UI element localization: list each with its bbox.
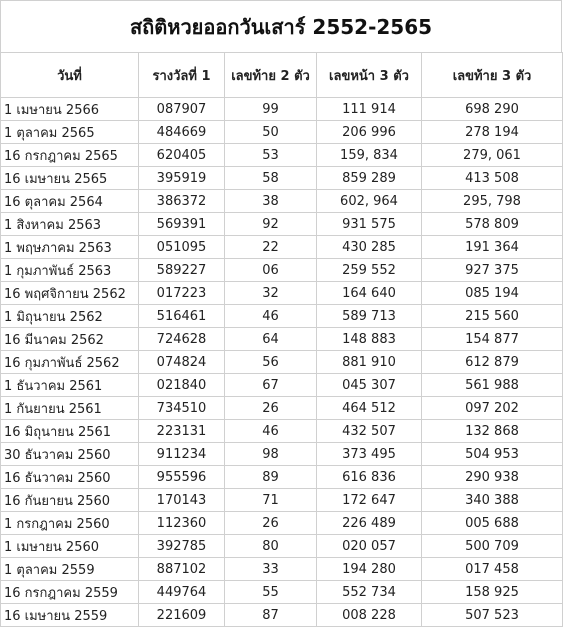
last-3-digits-cell: 507 523	[422, 604, 563, 627]
table-row	[1, 236, 563, 259]
date-cell: 1 ตุลาคม 2565	[1, 121, 139, 144]
first-prize-cell: 569391	[139, 213, 225, 236]
first-prize-cell: 395919	[139, 167, 225, 190]
front-3-digits-cell: 552 734	[317, 581, 422, 604]
last-2-digits-cell: 92	[225, 213, 317, 236]
front-3-digits-cell: 045 307	[317, 374, 422, 397]
date-cell: 1 มิถุนายน 2562	[1, 305, 139, 328]
last-2-digits-cell: 80	[225, 535, 317, 558]
last-3-digits-cell: 132 868	[422, 420, 563, 443]
table-body	[1, 98, 563, 627]
last-2-digits-cell: 46	[225, 305, 317, 328]
table-row	[1, 489, 563, 512]
first-prize-cell: 386372	[139, 190, 225, 213]
front-3-digits-cell: 148 883	[317, 328, 422, 351]
last-3-digits-cell: 500 709	[422, 535, 563, 558]
front-3-digits-cell: 430 285	[317, 236, 422, 259]
date-cell: 1 เมษายน 2566	[1, 98, 139, 121]
front-3-digits-cell: 881 910	[317, 351, 422, 374]
last-3-digits-cell: 340 388	[422, 489, 563, 512]
first-prize-cell: 955596	[139, 466, 225, 489]
last-3-digits-cell: 561 988	[422, 374, 563, 397]
front-3-digits-cell: 206 996	[317, 121, 422, 144]
date-cell: 1 ตุลาคม 2559	[1, 558, 139, 581]
header-front-3-digits: เลขหน้า 3 ตัว	[317, 53, 422, 98]
first-prize-cell: 017223	[139, 282, 225, 305]
table-row	[1, 121, 563, 144]
table-row	[1, 581, 563, 604]
table-row	[1, 466, 563, 489]
date-cell: 16 กุมภาพันธ์ 2562	[1, 351, 139, 374]
front-3-digits-cell: 226 489	[317, 512, 422, 535]
last-3-digits-cell: 504 953	[422, 443, 563, 466]
date-cell: 16 เมษายน 2559	[1, 604, 139, 627]
last-2-digits-cell: 26	[225, 397, 317, 420]
first-prize-cell: 589227	[139, 259, 225, 282]
last-2-digits-cell: 26	[225, 512, 317, 535]
last-2-digits-cell: 71	[225, 489, 317, 512]
table-row	[1, 213, 563, 236]
front-3-digits-cell: 602, 964	[317, 190, 422, 213]
first-prize-cell: 074824	[139, 351, 225, 374]
first-prize-cell: 021840	[139, 374, 225, 397]
front-3-digits-cell: 589 713	[317, 305, 422, 328]
last-2-digits-cell: 64	[225, 328, 317, 351]
date-cell: 16 กันยายน 2560	[1, 489, 139, 512]
table-row	[1, 443, 563, 466]
date-cell: 16 มีนาคม 2562	[1, 328, 139, 351]
last-3-digits-cell: 085 194	[422, 282, 563, 305]
last-3-digits-cell: 215 560	[422, 305, 563, 328]
front-3-digits-cell: 259 552	[317, 259, 422, 282]
first-prize-cell: 911234	[139, 443, 225, 466]
table-row	[1, 259, 563, 282]
date-cell: 1 สิงหาคม 2563	[1, 213, 139, 236]
last-3-digits-cell: 017 458	[422, 558, 563, 581]
first-prize-cell: 724628	[139, 328, 225, 351]
front-3-digits-cell: 111 914	[317, 98, 422, 121]
date-cell: 16 ตุลาคม 2564	[1, 190, 139, 213]
date-cell: 16 กรกฎาคม 2559	[1, 581, 139, 604]
last-2-digits-cell: 50	[225, 121, 317, 144]
front-3-digits-cell: 008 228	[317, 604, 422, 627]
date-cell: 30 ธันวาคม 2560	[1, 443, 139, 466]
header-date: วันที่	[1, 53, 139, 98]
last-2-digits-cell: 58	[225, 167, 317, 190]
last-3-digits-cell: 290 938	[422, 466, 563, 489]
last-2-digits-cell: 56	[225, 351, 317, 374]
first-prize-cell: 887102	[139, 558, 225, 581]
first-prize-cell: 112360	[139, 512, 225, 535]
last-3-digits-cell: 005 688	[422, 512, 563, 535]
date-cell: 1 เมษายน 2560	[1, 535, 139, 558]
last-2-digits-cell: 89	[225, 466, 317, 489]
header-last-3-digits: เลขท้าย 3 ตัว	[422, 53, 563, 98]
last-2-digits-cell: 87	[225, 604, 317, 627]
last-2-digits-cell: 32	[225, 282, 317, 305]
front-3-digits-cell: 859 289	[317, 167, 422, 190]
first-prize-cell: 484669	[139, 121, 225, 144]
last-3-digits-cell: 278 194	[422, 121, 563, 144]
front-3-digits-cell: 159, 834	[317, 144, 422, 167]
first-prize-cell: 087907	[139, 98, 225, 121]
last-2-digits-cell: 33	[225, 558, 317, 581]
date-cell: 16 มิถุนายน 2561	[1, 420, 139, 443]
front-3-digits-cell: 172 647	[317, 489, 422, 512]
table-row	[1, 512, 563, 535]
table-row	[1, 374, 563, 397]
last-3-digits-cell: 097 202	[422, 397, 563, 420]
table-row	[1, 535, 563, 558]
date-cell: 1 กันยายน 2561	[1, 397, 139, 420]
table-row	[1, 167, 563, 190]
first-prize-cell: 449764	[139, 581, 225, 604]
table-row	[1, 282, 563, 305]
table-row	[1, 328, 563, 351]
front-3-digits-cell: 194 280	[317, 558, 422, 581]
table-row	[1, 351, 563, 374]
header-first-prize: รางวัลที่ 1	[139, 53, 225, 98]
last-3-digits-cell: 154 877	[422, 328, 563, 351]
last-3-digits-cell: 295, 798	[422, 190, 563, 213]
last-3-digits-cell: 612 879	[422, 351, 563, 374]
table-row	[1, 604, 563, 627]
last-2-digits-cell: 06	[225, 259, 317, 282]
front-3-digits-cell: 373 495	[317, 443, 422, 466]
date-cell: 16 เมษายน 2565	[1, 167, 139, 190]
table-header-row	[1, 53, 563, 98]
date-cell: 16 ธันวาคม 2560	[1, 466, 139, 489]
last-3-digits-cell: 413 508	[422, 167, 563, 190]
first-prize-cell: 221609	[139, 604, 225, 627]
first-prize-cell: 620405	[139, 144, 225, 167]
front-3-digits-cell: 464 512	[317, 397, 422, 420]
table-row	[1, 397, 563, 420]
front-3-digits-cell: 164 640	[317, 282, 422, 305]
table-row	[1, 420, 563, 443]
last-3-digits-cell: 698 290	[422, 98, 563, 121]
first-prize-cell: 223131	[139, 420, 225, 443]
last-3-digits-cell: 158 925	[422, 581, 563, 604]
date-cell: 1 กรกฎาคม 2560	[1, 512, 139, 535]
last-2-digits-cell: 98	[225, 443, 317, 466]
table-row	[1, 190, 563, 213]
first-prize-cell: 734510	[139, 397, 225, 420]
last-2-digits-cell: 22	[225, 236, 317, 259]
last-3-digits-cell: 191 364	[422, 236, 563, 259]
last-3-digits-cell: 279, 061	[422, 144, 563, 167]
first-prize-cell: 051095	[139, 236, 225, 259]
front-3-digits-cell: 931 575	[317, 213, 422, 236]
front-3-digits-cell: 020 057	[317, 535, 422, 558]
date-cell: 16 พฤศจิกายน 2562	[1, 282, 139, 305]
table-row	[1, 98, 563, 121]
front-3-digits-cell: 432 507	[317, 420, 422, 443]
last-2-digits-cell: 38	[225, 190, 317, 213]
lottery-results-table	[0, 52, 563, 627]
last-2-digits-cell: 53	[225, 144, 317, 167]
last-2-digits-cell: 99	[225, 98, 317, 121]
first-prize-cell: 170143	[139, 489, 225, 512]
first-prize-cell: 392785	[139, 535, 225, 558]
page-title: สถิติหวยออกวันเสาร์ 2552-2565	[0, 0, 562, 52]
table-row	[1, 144, 563, 167]
first-prize-cell: 516461	[139, 305, 225, 328]
last-2-digits-cell: 46	[225, 420, 317, 443]
last-2-digits-cell: 55	[225, 581, 317, 604]
last-3-digits-cell: 578 809	[422, 213, 563, 236]
last-3-digits-cell: 927 375	[422, 259, 563, 282]
date-cell: 1 กุมภาพันธ์ 2563	[1, 259, 139, 282]
front-3-digits-cell: 616 836	[317, 466, 422, 489]
header-last-2-digits: เลขท้าย 2 ตัว	[225, 53, 317, 98]
date-cell: 16 กรกฎาคม 2565	[1, 144, 139, 167]
date-cell: 1 ธันวาคม 2561	[1, 374, 139, 397]
table-row	[1, 558, 563, 581]
date-cell: 1 พฤษภาคม 2563	[1, 236, 139, 259]
table-row	[1, 305, 563, 328]
last-2-digits-cell: 67	[225, 374, 317, 397]
